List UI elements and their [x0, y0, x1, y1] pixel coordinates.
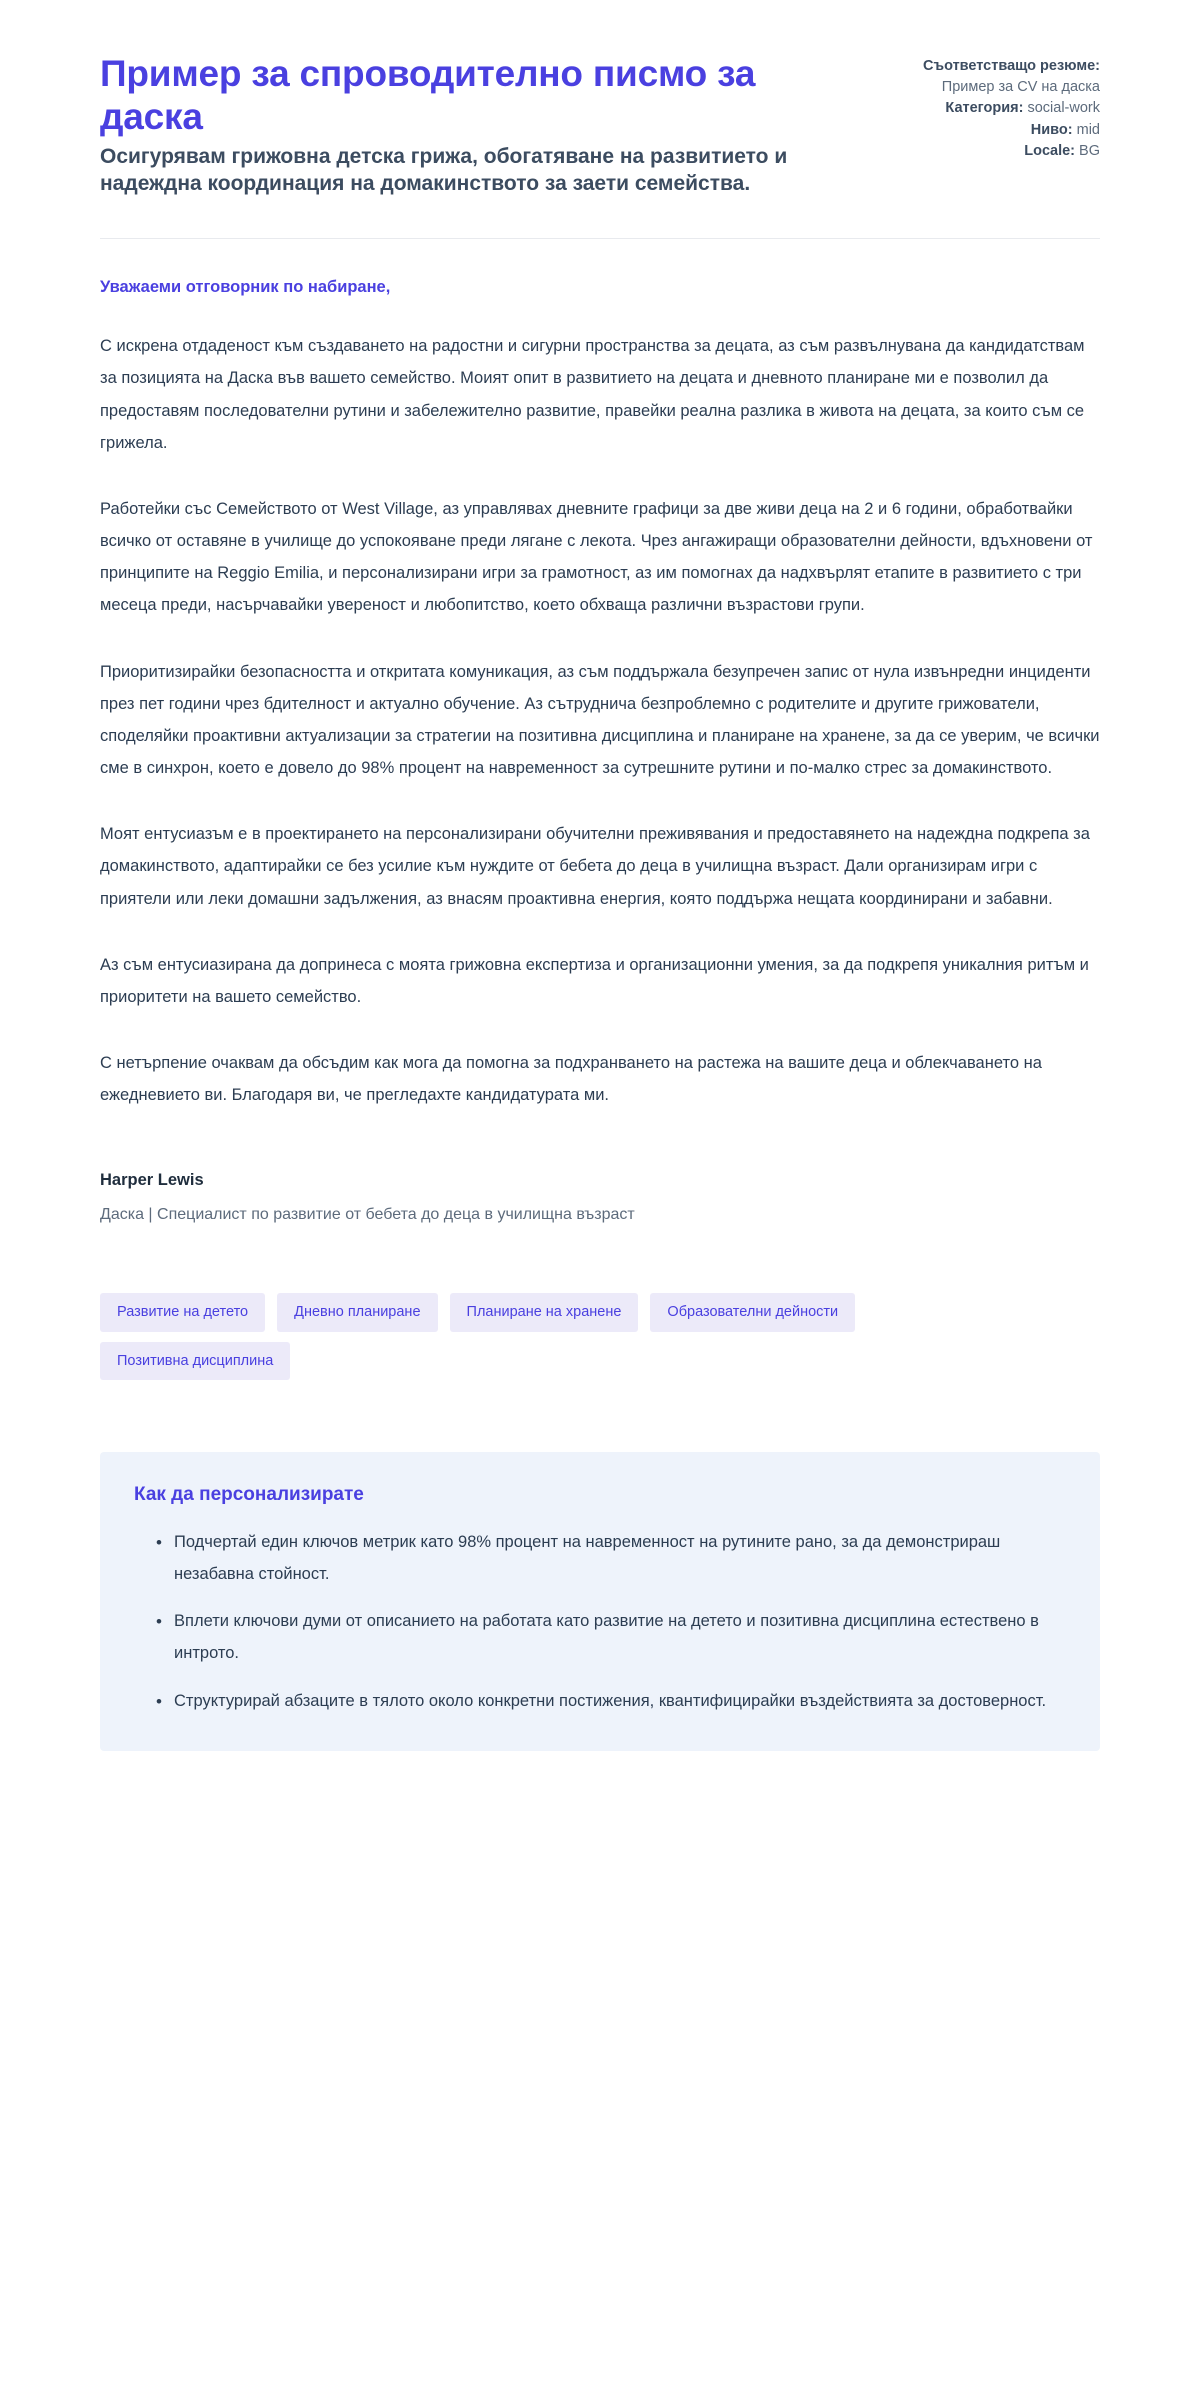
- letter-paragraph-5: Аз съм ентусиазирана да допринеса с моята грижовна експертиза и организационни умения, за да подкрепя уникалния ритъм и приоритети на вашето семейство.: [100, 955, 1089, 1006]
- callout-title: Как да персонализирате: [134, 1484, 364, 1506]
- header-left: [100, 52, 860, 198]
- callout-tip-item: • Подчертай един ключов метрик като 98% процент на навременност на рутините рано, за да демонстрираш незабавна стойност.: [156, 1527, 1066, 1590]
- meta-label-category: Категория:: [945, 100, 1024, 117]
- letter-paragraph-3: Приоритизирайки безопасността и откритата комуникация, аз съм поддържала безупречен запис от нула извънредни инциденти през пет години чрез бдителност и актуално обучение. Аз сътруднича безпроблемно с родителите и другите грижователи, споделяйки проактивни актуализации за стратегии на позитивна дисциплина и планиране на хранене, за да се уверим, че всички сме в синхрон, което е довело до 98% процент на навременност за сутрешните рутини и по-малко стрес за домакинството.: [100, 662, 1100, 778]
- callout-tip-item: • Структурирай абзаците в тялото около конкретни постижения, квантифицирайки въздействията за достоверност.: [156, 1686, 1066, 1718]
- signature-block: [100, 1167, 1100, 1227]
- meta-value-matching-resume: Пример за CV на даска: [941, 78, 1100, 95]
- meta-value-category: social-work: [1027, 100, 1100, 117]
- meta-row-matching-resume: [910, 56, 1100, 97]
- letter-paragraph-2: Работейки със Семейството от West Village, аз управлявах дневните графици за две живи деца на 2 и 6 години, обработвайки всичко от оставяне в училище до успокояване преди лягане с лекота. Чрез ангажиращи образователни дейности, вдъхновени от принципите на Reggio Emilia, и персонализирани игри за грамотност, аз им помогнах да надхвърлят етапите в развитието с три месеца преди, насърчавайки увереност и любопитство, което обхваща различни възрастови групи.: [100, 499, 1093, 615]
- signature-name: Harper Lewis: [100, 1171, 204, 1190]
- signature-role: Даска | Специалист по развитие от бебета до деца в училищна възраст: [100, 1205, 635, 1223]
- page-subtitle: Осигурявам грижовна детска грижа, обогатяване на развитието и надеждна координация на домакинството за заети семейства.: [100, 144, 788, 196]
- letter-paragraph-4: Моят ентусиазъм е в проектирането на персонализирани обучителни преживявания и предоставянето на надеждна подкрепа за домакинството, адаптирайки се без усилие към нуждите от бебета до деца в училищна възраст. Дали организирам игри с приятели или леки домашни задължения, аз внасям проактивна енергия, която поддържа нещата координирани и забавни.: [100, 825, 1090, 908]
- meta-label-level: Ниво:: [1030, 121, 1073, 138]
- document-header: [100, 52, 1100, 198]
- page-title: Пример за спроводително писмо за даска: [100, 53, 756, 138]
- meta-label-locale: Locale:: [1024, 143, 1076, 160]
- tag-chip[interactable]: Образователни дейности: [650, 1293, 855, 1332]
- callout-tip-list: [134, 1527, 1066, 1717]
- header-metadata: [910, 52, 1100, 163]
- meta-value-locale: BG: [1079, 143, 1100, 160]
- tag-chip[interactable]: Позитивна дисциплина: [100, 1342, 290, 1381]
- tag-list: [100, 1293, 1050, 1380]
- tag-chip[interactable]: Планиране на хранене: [450, 1293, 639, 1332]
- letter-salutation: Уважаеми отговорник по набиране,: [100, 278, 391, 297]
- tag-chip[interactable]: Развитие на детето: [100, 1293, 265, 1332]
- letter-body: [100, 239, 1100, 1227]
- callout-tip-item: • Вплети ключови думи от описанието на работата като развитие на детето и позитивна дисциплина естествено в интрото.: [156, 1606, 1066, 1669]
- tag-chip[interactable]: Дневно планиране: [277, 1293, 437, 1332]
- meta-label-matching-resume: Съответстващо резюме:: [923, 58, 1100, 74]
- meta-row-category: [910, 98, 1100, 119]
- letter-paragraph-1: С искрена отдаденост към създаването на радостни и сигурни пространства за децата, аз съм развълнувана да кандидатствам за позицията на Даска във вашето семейство. Моият опит в развитието на децата и дневното планиране ми е позволил да предоставям последователни рутини и забележително развитие, правейки реална разлика в живота на децата, за които съм се грижела.: [100, 337, 1085, 452]
- meta-value-level: mid: [1076, 121, 1100, 138]
- letter-paragraph-6: С нетърпение очаквам да обсъдим как мога да помогна за подхранването на растежа на вашите деца и облекчаването на ежедневието ви. Благодаря ви, че прегледахте кандидатурата ми.: [100, 1054, 1042, 1105]
- meta-row-locale: [910, 141, 1100, 162]
- personalization-callout: [100, 1452, 1100, 1751]
- meta-row-level: [910, 120, 1100, 141]
